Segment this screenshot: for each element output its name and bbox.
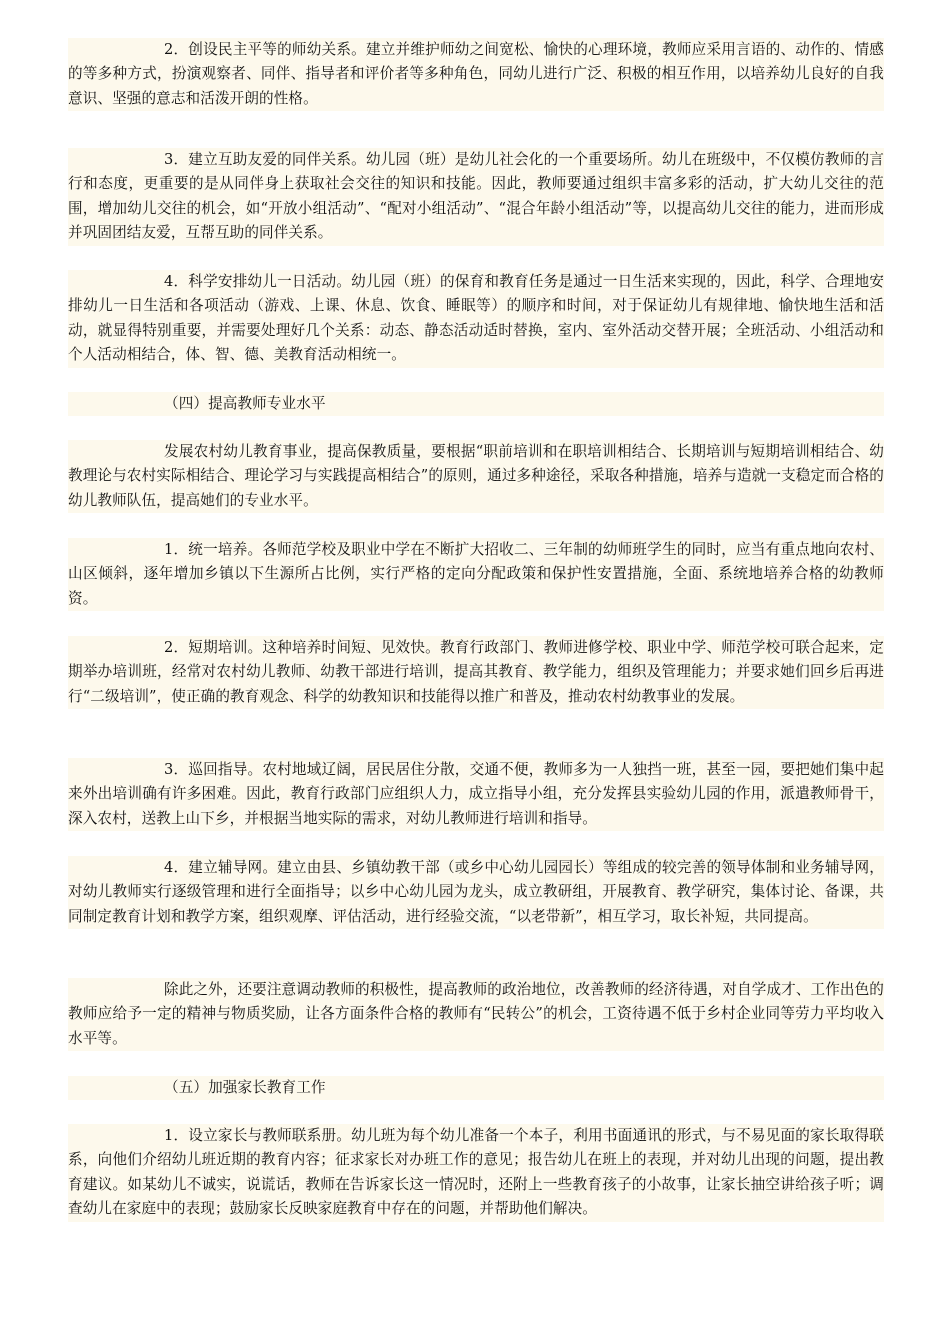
paragraph-short-term-training: 2．短期培训。这种培养时间短、见效快。教育行政部门、教师进修学校、职业中学、师范学校可联合起来，定期举办培训班，经常对农村幼儿教师、幼教干部进行培训，提高其教育、教学能力，组织及管理能力；并要求她们回乡后再进行“二级培训”，使正确的教育观念、科学的幼教知识和技能得以推广和普及，推动农村幼教事业的发展。 — [68, 636, 884, 709]
paragraph-parent-teacher-booklet: 1．设立家长与教师联系册。幼儿班为每个幼儿准备一个本子，利用书面通讯的形式，与不易见面的家长取得联系，向他们介绍幼儿班近期的教育内容；征求家长对办班工作的意见；报告幼儿在班上的表现，并对幼儿出现的问题，提出教育建议。如某幼儿不诚实，说谎话，教师在告诉家长这一情况时，还附上一些教育孩子的小故事，让家长抽空讲给孩子听；调查幼儿在家庭中的表现；鼓励家长反映家庭教育中存在的问题，并帮助他们解决。 — [68, 1124, 884, 1222]
paragraph-daily-activities: 4．科学安排幼儿一日活动。幼儿园（班）的保育和教育任务是通过一日生活来实现的，因此，科学、合理地安排幼儿一日生活和各项活动（游戏、上课、休息、饮食、睡眠等）的顺序和时间，对于保证幼儿有规律地、愉快地生活和活动，就显得特别重要，并需要处理好几个关系：动态、静态活动适时替换，室内、室外活动交替开展；全班活动、小组活动和个人活动相结合，体、智、德、美教育活动相统一。 — [68, 270, 884, 368]
paragraph-support-network: 4．建立辅导网。建立由县、乡镇幼教干部（或乡中心幼儿园园长）等组成的较完善的领导体制和业务辅导网，对幼儿教师实行逐级管理和进行全面指导；以乡中心幼儿园为龙头，成立教研组，开展教育、教学研究，集体讨论、备课，共同制定教育计划和教学方案，组织观摩、评估活动，进行经验交流，“以老带新”，相互学习，取长补短，共同提高。 — [68, 856, 884, 929]
section-heading-teacher-development: （四）提高教师专业水平 — [68, 392, 884, 416]
paragraph-unified-training: 1．统一培养。各师范学校及职业中学在不断扩大招收二、三年制的幼师班学生的同时，应当有重点地向农村、山区倾斜，逐年增加乡镇以下生源所占比例，实行严格的定向分配政策和保护性安置措施，全面、系统地培养合格的幼教师资。 — [68, 538, 884, 611]
section-heading-parent-education: （五）加强家长教育工作 — [68, 1076, 884, 1100]
paragraph-teacher-development-intro: 发展农村幼儿教育事业，提高保教质量，要根据“职前培训和在职培训相结合、长期培训与短期培训相结合、幼教理论与农村实际相结合、理论学习与实践提高相结合”的原则，通过多种途径，采取各种措施，培养与造就一支稳定而合格的幼儿教师队伍，提高她们的专业水平。 — [68, 440, 884, 513]
paragraph-teacher-motivation: 除此之外，还要注意调动教师的积极性，提高教师的政治地位，改善教师的经济待遇，对自学成才、工作出色的教师应给予一定的精神与物质奖励，让各方面条件合格的教师有“民转公”的机会，工资待遇不低于乡村企业同等劳力平均收入水平等。 — [68, 978, 884, 1051]
paragraph-touring-guidance: 3．巡回指导。农村地域辽阔，居民居住分散，交通不便，教师多为一人独挡一班，甚至一园，要把她们集中起来外出培训确有许多困难。因此，教育行政部门应组织人力，成立指导小组，充分发挥县实验幼儿园的作用，派遣教师骨干，深入农村，送教上山下乡，并根据当地实际的需求，对幼儿教师进行培训和指导。 — [68, 758, 884, 831]
paragraph-peer-relationship: 3．建立互助友爱的同伴关系。幼儿园（班）是幼儿社会化的一个重要场所。幼儿在班级中，不仅模仿教师的言行和态度，更重要的是从同伴身上获取社会交往的知识和技能。因此，教师要通过组织丰富多彩的活动，扩大幼儿交往的范围，增加幼儿交往的机会，如“开放小组活动”、“配对小组活动”、“混合年龄小组活动”等，以提高幼儿交往的能力，进而形成并巩固团结友爱，互帮互助的同伴关系。 — [68, 148, 884, 246]
paragraph-teacher-child-relationship: 2．创设民主平等的师幼关系。建立并维护师幼之间宽松、愉快的心理环境，教师应采用言语的、动作的、情感的等多种方式，扮演观察者、同伴、指导者和评价者等多种角色，同幼儿进行广泛、积极的相互作用，以培养幼儿良好的自我意识、坚强的意志和活泼开朗的性格。 — [68, 38, 884, 111]
